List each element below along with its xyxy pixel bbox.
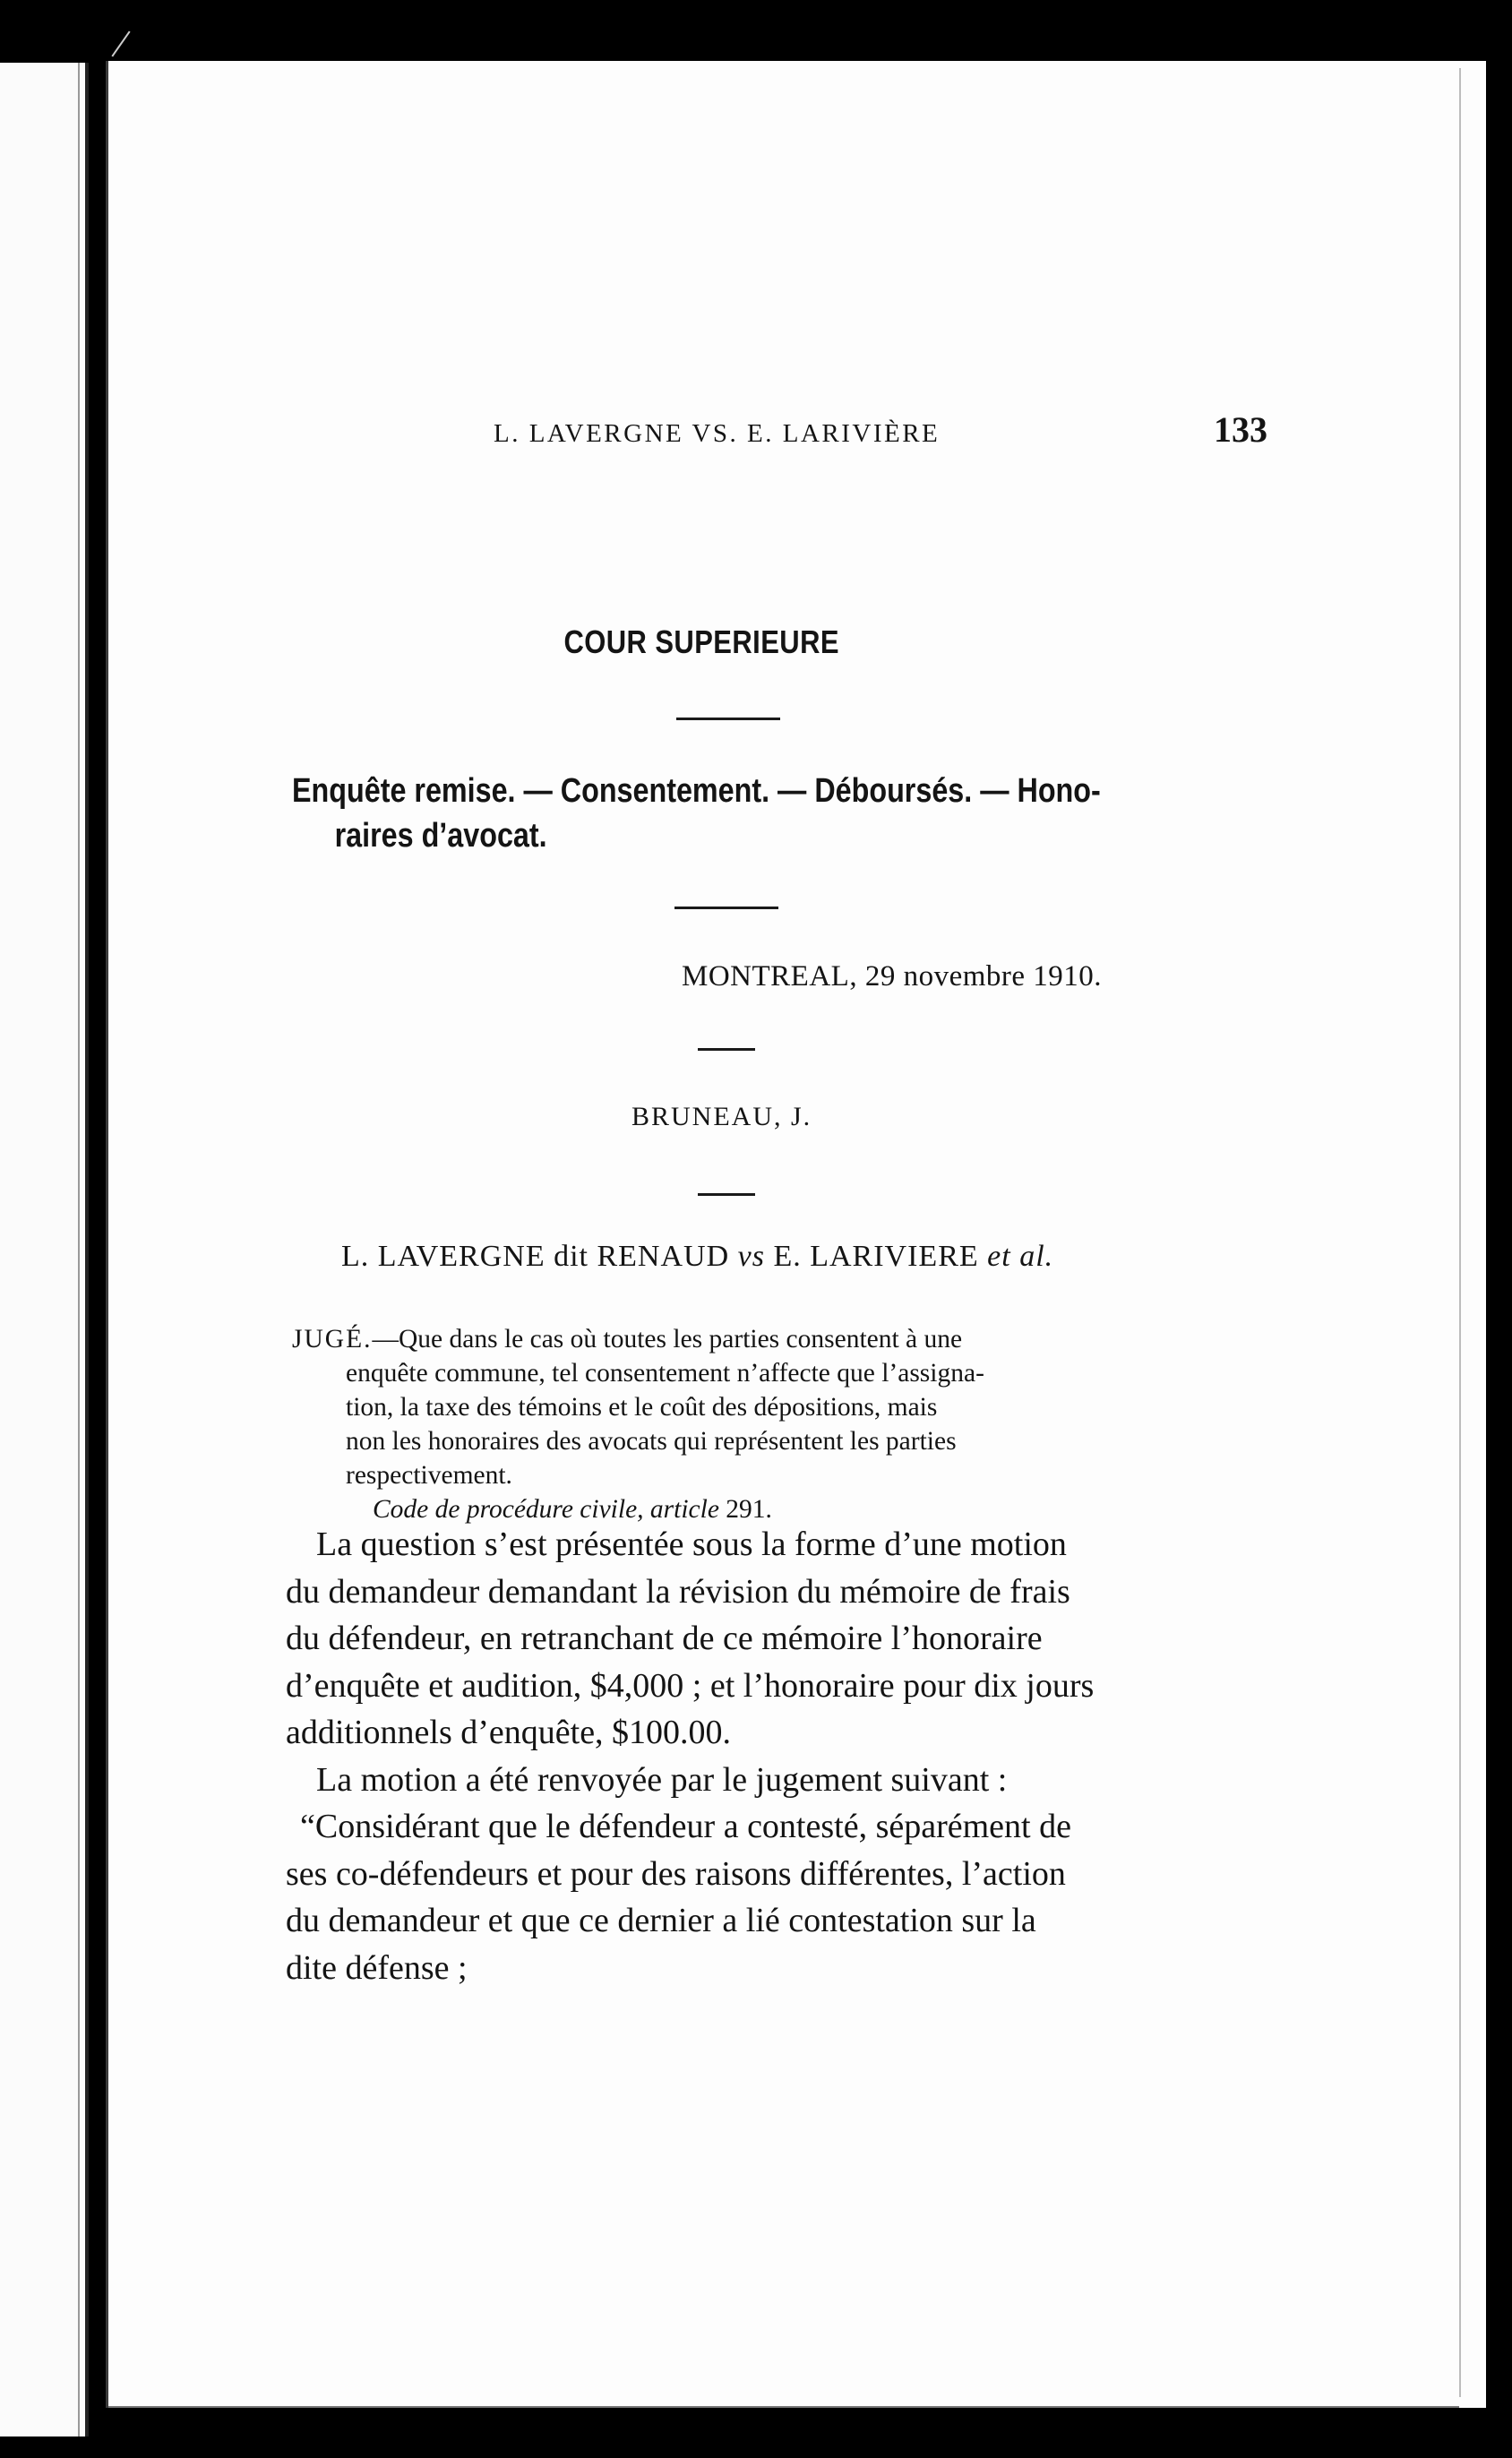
body-paragraphs: [286, 1521, 1262, 1991]
page-bottom-edge: [108, 2406, 1459, 2408]
court-title: COUR SUPERIEURE: [563, 623, 839, 660]
subject-line: Enquête remise. — Consentement. — Déboursés. — Hono-: [292, 772, 1101, 810]
previous-page-edge: [0, 63, 89, 2437]
body-line: ses co-défendeurs et pour des raisons différentes, l’action: [286, 1854, 1066, 1893]
ruling-line: respectivement.: [346, 1461, 512, 1490]
ruling-summary: [292, 1322, 1259, 1526]
versus-label: vs: [737, 1240, 765, 1273]
body-line: additionnels d’enquête, $100.00.: [286, 1714, 732, 1751]
page-header: [494, 408, 1267, 462]
divider-rule: [698, 1193, 755, 1196]
judge-name: BRUNEAU, J.: [631, 1102, 812, 1131]
defendant-name: E. LARIVIERE: [773, 1240, 979, 1273]
body-line: dite défense ;: [286, 1948, 468, 1987]
book-page: [106, 61, 1486, 2408]
code-title: Code de procédure civile, article: [373, 1495, 719, 1524]
body-line: du demandeur demandant la révision du mémoire de frais: [286, 1572, 1070, 1611]
body-line: du demandeur et que ce dernier a lié contestation sur la: [286, 1902, 1036, 1939]
body-line: d’enquête et audition, $4,000 ; et l’honoraire pour dix jours: [286, 1666, 1095, 1705]
et-al-label: et al.: [987, 1240, 1054, 1273]
ruling-line: enquête commune, tel consentement n’affecte que l’assigna-: [346, 1359, 984, 1388]
ruling-text: —Que dans le cas où toutes les parties consentent à une: [372, 1325, 963, 1354]
page-number: 133: [1214, 409, 1267, 450]
divider-rule: [674, 907, 778, 909]
body-line: La question s’est présentée sous la forme d’une motion: [316, 1526, 1067, 1563]
ruling-line: tion, la taxe des témoins et le coût des dépositions, mais: [346, 1393, 938, 1422]
page-inner-edge: [1459, 68, 1461, 2397]
divider-rule: [676, 718, 780, 720]
case-subject: [292, 769, 1114, 858]
body-line: “Considérant que le défendeur a contesté, séparément de: [300, 1808, 1071, 1845]
body-line: La motion a été renvoyée par le jugement suivant :: [316, 1760, 1008, 1799]
ruling-line: non les honoraires des avocats qui représentent les parties: [346, 1427, 957, 1456]
place-date: MONTREAL, 29 novembre 1910.: [682, 960, 1103, 993]
scan-border-top: [0, 0, 1512, 61]
plaintiff-name: L. LAVERGNE dit RENAUD: [341, 1240, 730, 1273]
body-line: du défendeur, en retranchant de ce mémoire l’honoraire: [286, 1620, 1043, 1657]
page-edge-line: [78, 63, 80, 2437]
subject-line: raires d’avocat.: [334, 817, 547, 855]
running-head: L. LAVERGNE VS. E. LARIVIÈRE: [494, 419, 941, 448]
code-article: 291.: [726, 1495, 772, 1524]
ruling-label: JUGÉ.: [292, 1325, 373, 1354]
case-parties: [341, 1240, 1053, 1274]
ruling-line: [292, 1322, 1259, 1356]
divider-rule: [698, 1048, 755, 1051]
